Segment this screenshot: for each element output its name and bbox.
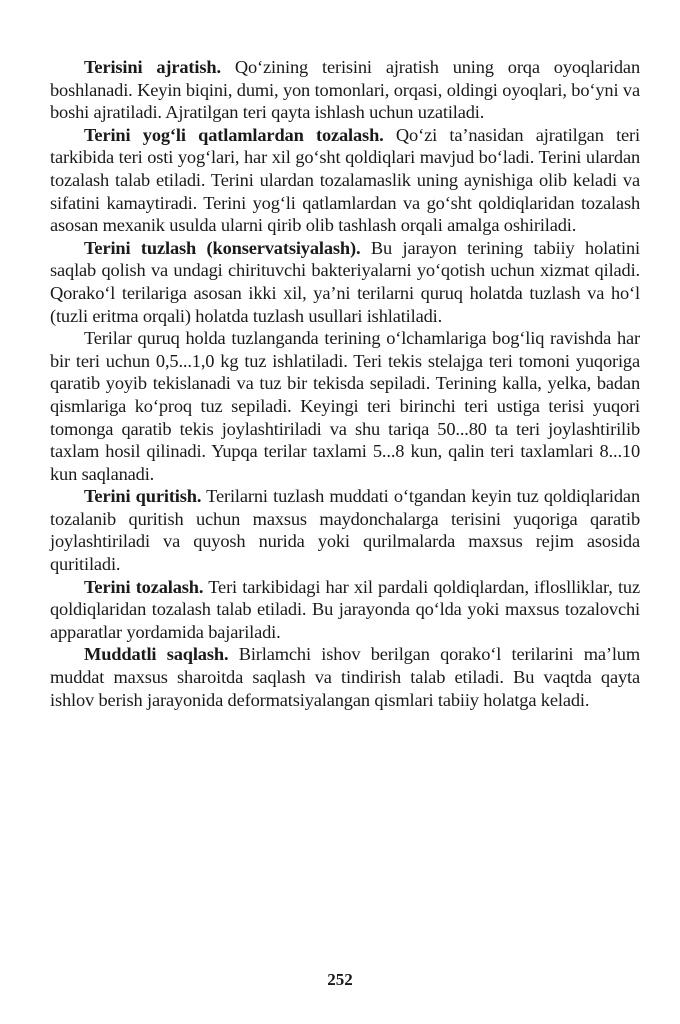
paragraph-text: Birlamchi ishov berilgan qorako‘l terilarini ma’lum muddat maxsus sharoitda saqlash va tindirish talab etiladi. Bu vaqtda qayta ishlov berish jarayonida deformatsiyalangan qismlari tabiiy holatga keladi. bbox=[50, 644, 640, 710]
paragraph-dry-salting bbox=[50, 327, 640, 485]
page-number: 252 bbox=[327, 970, 353, 989]
paragraph-skin-removal bbox=[50, 56, 640, 124]
paragraph-heading: Muddatli saqlash. bbox=[84, 644, 229, 665]
paragraph-text: Teri tarkibidagi har xil pardali qoldiqlardan, ifloslliklar, tuz qoldiqlaridan tozalash talab etiladi. Bu jarayonda qo‘lda yoki maxsus tozalovchi apparatlar yordamida bajariladi. bbox=[50, 576, 640, 642]
page-body bbox=[50, 56, 640, 711]
paragraph-storage bbox=[50, 643, 640, 711]
paragraph-text: Terilar quruq holda tuzlanganda terining o‘lchamlariga bog‘liq ravishda har bir teri uchun 0,5...1,0 kg tuz ishlatiladi. Teri tekis stelajga teri tomoni yuqoriga qaratib yoyib tekislanadi va tuz bir tekisda sepiladi. Terining kalla, yelka, badan qismlariga ko‘proq tuz sepiladi. Keyingi teri birinchi teri ustiga terisi yuqori tomonga qaratib tekis joylashtiriladi va shu tariqa 50...80 ta teri joylashtirilib taxlam hosil qilinadi. Yupqa terilar taxlami 5...8 kun, qalin teri taxlamlari 8...10 kun saqlanadi. bbox=[50, 328, 640, 484]
paragraph-text: Qo‘zining terisini ajratish uning orqa oyoqlaridan boshlanadi. Keyin biqini, dumi, yon tomonlari, orqasi, oldingi oyoqlari, bo‘yni va boshi ajratiladi. Ajratilgan teri qayta ishlash uchun uzatiladi. bbox=[50, 57, 640, 123]
paragraph-text: Qo‘zi ta’nasidan ajratilgan teri tarkibida teri osti yog‘lari, har xil go‘sht qoldiqlari mavjud bo‘ladi. Terini ulardan tozalash talab etiladi. Terini ulardan tozalamaslik uning aynishiga olib keladi va sifatini kamaytiradi. Terini yog‘li qatlamlardan va go‘sht qoldiqlaridan tozalash asosan mexanik usulda ularni qirib olib tashlash orqali amalga oshiriladi. bbox=[50, 124, 640, 236]
paragraph-heading: Terini yog‘li qatlamlardan tozalash. bbox=[84, 124, 384, 145]
paragraph-text: Terilarni tuzlash muddati o‘tgandan keyin tuz qoldiqlaridan tozalanib quritish uchun maxsus maydonchalarga terisini yuqoriga qaratib joylashtiriladi va quyosh nurida yoki qurilmalarda maxsus rejim asosida quritiladi. bbox=[50, 486, 640, 575]
paragraph-heading: Terini tuzlash (konservatsiyalash). bbox=[84, 237, 361, 258]
paragraph-salting bbox=[50, 237, 640, 327]
paragraph-cleaning bbox=[50, 576, 640, 644]
paragraph-heading: Terini quritish. bbox=[84, 486, 202, 507]
paragraph-heading: Terini tozalash. bbox=[84, 576, 204, 597]
paragraph-fat-removal bbox=[50, 124, 640, 237]
paragraph-text: Bu jarayon terining tabiiy holatini saqlab qolish va undagi chirituvchi bakteriyalarni yo‘qotish uchun xizmat qiladi. Qorako‘l terilariga asosan ikki xil, ya’ni terilarni quruq holatda tuzlash va ho‘l (tuzli eritma orqali) holatda tuzlash usullari ishlatiladi. bbox=[50, 237, 641, 326]
paragraph-heading: Terisini ajratish. bbox=[84, 57, 221, 77]
paragraph-drying bbox=[50, 485, 640, 575]
